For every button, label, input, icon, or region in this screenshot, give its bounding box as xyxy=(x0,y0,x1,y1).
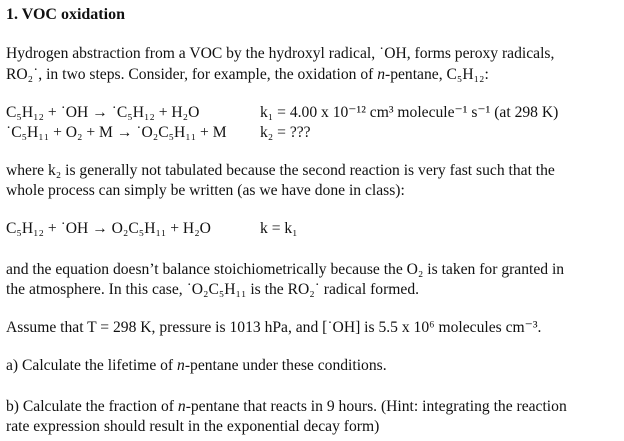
question-a-start: a) Calculate the lifetime of xyxy=(6,357,178,374)
question-a xyxy=(6,357,387,375)
intro-line-2-end: -pentane, C₅H₁₂: xyxy=(385,66,489,83)
question-b-start: b) Calculate the fraction of xyxy=(6,398,178,415)
question-b-line-2: rate expression should result in the exponential decay form) xyxy=(6,418,380,435)
reaction-1-rate: k₁ = 4.00 x 10⁻¹² cm³ molecule⁻¹ s⁻¹ (at 298 K) xyxy=(260,104,559,121)
intro-line-2 xyxy=(6,66,489,84)
overall-reaction: C₅H₁₂ + ˙OH → O₂C₅H₁₁ + H₂O xyxy=(6,220,211,237)
reaction-1: C₅H₁₂ + ˙OH → ˙C₅H₁₂ + H₂O xyxy=(6,104,200,121)
assumptions: Assume that T = 298 K, pressure is 1013 hPa, and [˙OH] is 5.5 x 10⁶ molecules cm⁻³. xyxy=(6,319,542,336)
explanation-line-1: where k₂ is generally not tabulated because the second reaction is very fast such that the xyxy=(6,162,555,179)
reaction-2-rate: k₂ = ??? xyxy=(260,124,311,141)
n-letter: n xyxy=(377,66,386,83)
question-b-end: -pentane that reacts in 9 hours. (Hint: integrating the reaction xyxy=(185,398,567,415)
balance-line-1: and the equation doesn’t balance stoichiometrically because the O₂ is taken for granted in xyxy=(6,261,565,278)
n-letter-a: n xyxy=(177,357,185,374)
intro-line-1: Hydrogen abstraction from a VOC by the hydroxyl radical, ˙OH, forms peroxy radicals, xyxy=(6,45,555,62)
question-a-end: -pentane under these conditions. xyxy=(184,357,387,374)
intro-line-2-start: RO₂˙, in two steps. Consider, for example, the oxidation of xyxy=(6,66,378,83)
overall-rate: k = k₁ xyxy=(260,220,298,237)
reaction-2: ˙C₅H₁₁ + O₂ + M → ˙O₂C₅H₁₁ + M xyxy=(6,124,227,141)
n-letter-b: n xyxy=(177,398,186,415)
question-b-line-1 xyxy=(6,398,567,416)
explanation-line-2: whole process can simply be written (as we have done in class): xyxy=(6,182,405,199)
balance-line-2: the atmosphere. In this case, ˙O₂C₅H₁₁ is the RO₂˙ radical formed. xyxy=(6,281,420,298)
section-title: 1. VOC oxidation xyxy=(6,6,125,23)
